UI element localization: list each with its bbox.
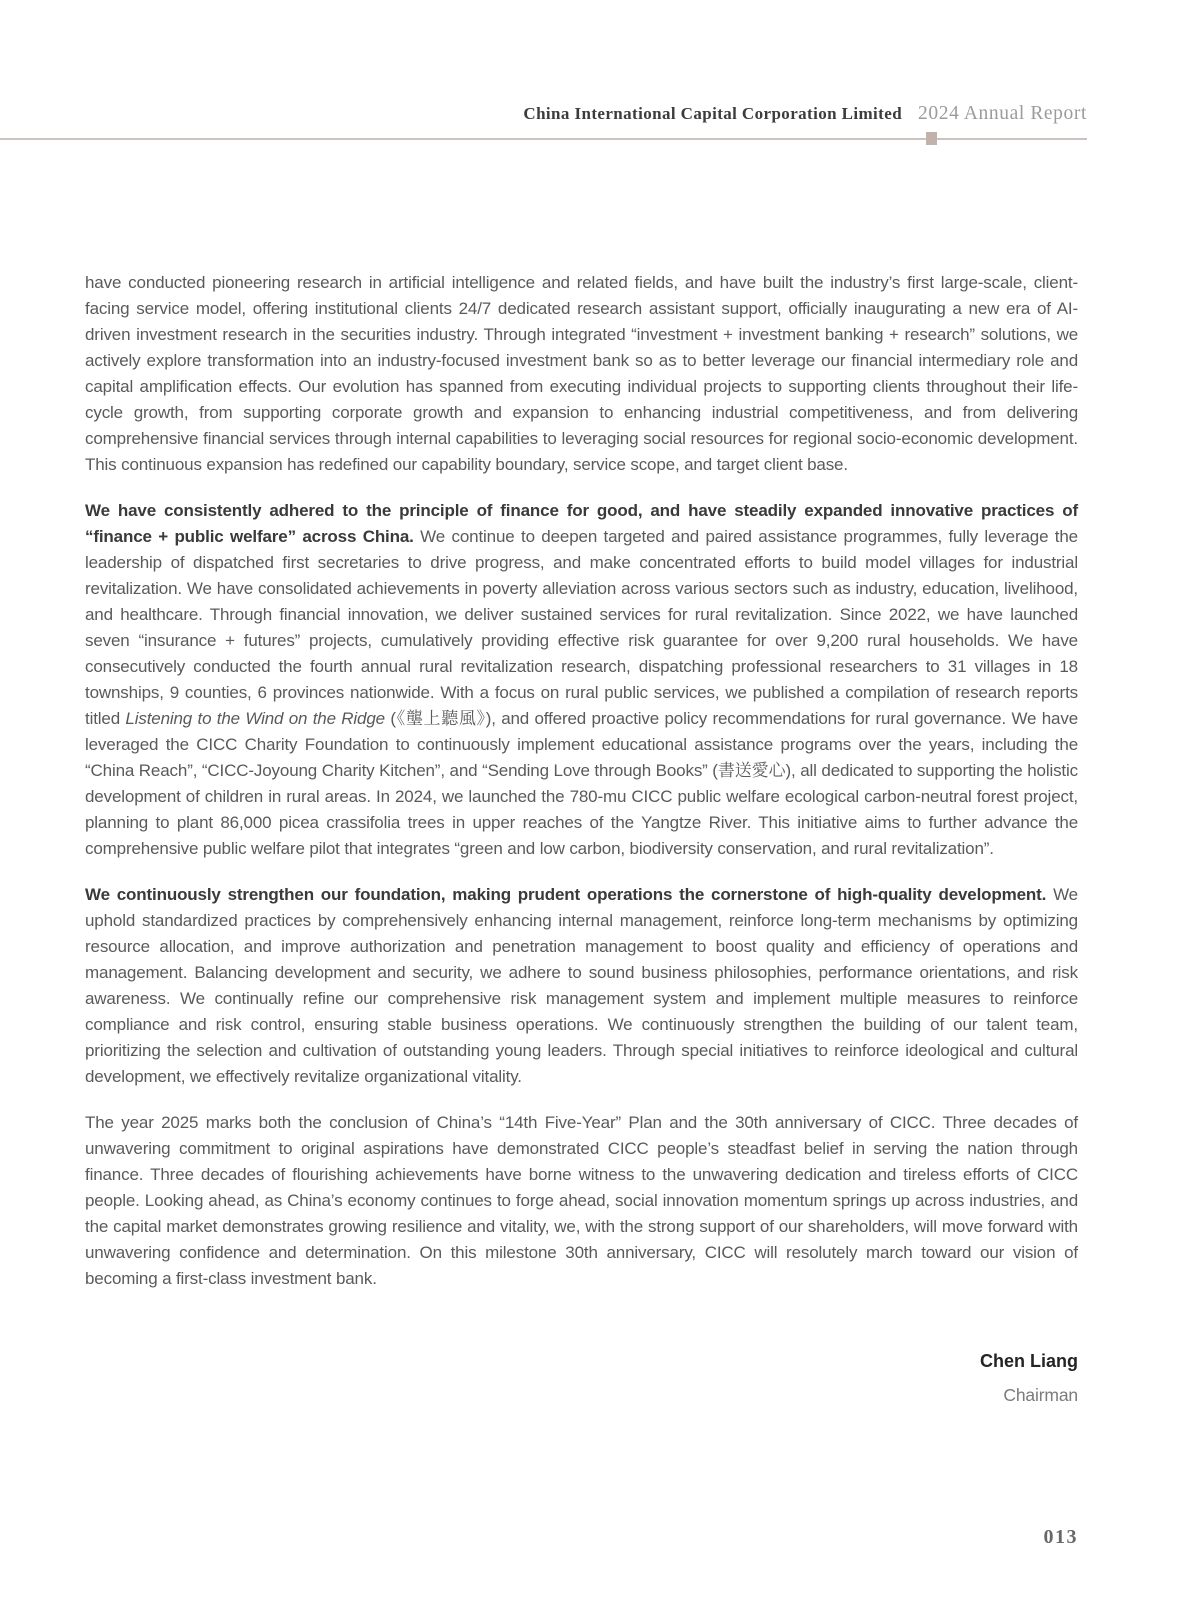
text-segment-regular: The year 2025 marks both the conclusion of China’s “14th Five-Year” Plan and the 30th anniversary of CICC. Three decades of unwavering commitment to original aspirations have demonstrated CICC people’s steadfast belief in serving the nation through finance. Three decades of flourishing achievements have borne witness to the unwavering dedication and tireless efforts of CICC people. Looking ahead, as China’s economy continues to forge ahead, social innovation momentum springs up across industries, and the capital market demonstrates growing resilience and vitality, we, with the strong support of our shareholders, will move forward with unwavering confidence and determination. On this milestone 30th anniversary, CICC will resolutely march toward our vision of becoming a first-class investment bank. [85, 1113, 1078, 1288]
paragraph-3 [85, 882, 1078, 1090]
text-segment-regular: have conducted pioneering research in artificial intelligence and related fields, and have built the industry’s first large-scale, client-facing service model, offering institutional clients 24/7 dedicated research assistant support, officially inaugurating a new era of AI-driven investment research in the securities industry. Through integrated “investment + investment banking + research” solutions, we actively explore transformation into an industry-focused investment bank so as to better leverage our financial intermediary role and capital amplification effects. Our evolution has spanned from executing individual projects to supporting clients throughout their life-cycle growth, from supporting corporate growth and expansion to enhancing industrial competitiveness, and from delivering comprehensive financial services through internal capabilities to leveraging social resources for regional socio-economic development. This continuous expansion has redefined our capability boundary, service scope, and target client base. [85, 273, 1078, 474]
text-segment-italic: Listening to the Wind on the Ridge [125, 709, 385, 728]
paragraph-4 [85, 1110, 1078, 1292]
signature-block [85, 1348, 1078, 1408]
page-body [85, 270, 1078, 1408]
header-rule [0, 138, 1087, 140]
text-segment-regular: We uphold standardized practices by comprehensively enhancing internal management, reinforce long-term mechanisms by optimizing resource allocation, and improve authorization and penetration management to boost quality and efficiency of operations and management. Balancing development and security, we adhere to sound business philosophies, performance orientations, and risk awareness. We continually refine our comprehensive risk management system and implement multiple measures to reinforce compliance and risk control, ensuring stable business operations. We continuously strengthen the building of our talent team, prioritizing the selection and cultivation of outstanding young leaders. Through special initiatives to reinforce ideological and cultural development, we effectively revitalize organizational vitality. [85, 885, 1078, 1086]
text-segment-regular: We continue to deepen targeted and paired assistance programmes, fully leverage the leadership of dispatched first secretaries to drive progress, and make concentrated efforts to build model villages for industrial revitalization. We have consolidated achievements in poverty alleviation across various sectors such as industry, education, livelihood, and healthcare. Through financial innovation, we deliver sustained services for rural revitalization. Since 2022, we have launched seven “insurance + futures” projects, cumulatively providing effective risk guarantee for over 9,200 rural households. We have consecutively conducted the fourth annual rural revitalization research, dispatching professional researchers to 31 villages in 18 townships, 9 counties, 6 provinces nationwide. With a focus on rural public services, we published a compilation of research reports titled [85, 527, 1078, 728]
page-number: 013 [1043, 1526, 1078, 1548]
report-title: 2024 Annual Report [918, 103, 1087, 124]
page-header [523, 103, 1087, 125]
text-segment-regular: (《壟上聽風》), and offered proactive policy recommendations for rural governance. We have leveraged the CICC Charity Foundation to continuously implement educational assistance programs over the years, including the “China Reach”, “CICC-Joyoung Charity Kitchen”, and “Sending Love through Books” (書送愛心), all dedicated to supporting the holistic development of children in rural areas. In 2024, we launched the 780-mu CICC public welfare ecological carbon-neutral forest project, planning to plant 86,000 picea crassifolia trees in upper reaches of the Yangtze River. This initiative aims to further advance the comprehensive public welfare pilot that integrates “green and low carbon, biodiversity conservation, and rural revitalization”. [85, 709, 1078, 858]
header-rule-marker [926, 132, 937, 145]
company-name: China International Capital Corporation Limited [523, 104, 903, 123]
text-segment-bold: We continuously strengthen our foundation, making prudent operations the cornerstone of high-quality development. [85, 885, 1054, 904]
paragraph-2 [85, 498, 1078, 862]
signatory-name: Chen Liang [980, 1351, 1078, 1371]
text-segment-bold: We have consistently adhered to the principle of finance for good, and have steadily expanded innovative practices of “finance + public welfare” across China. [85, 501, 1078, 546]
paragraph-1 [85, 270, 1078, 478]
signatory-title: Chairman [1003, 1385, 1078, 1405]
